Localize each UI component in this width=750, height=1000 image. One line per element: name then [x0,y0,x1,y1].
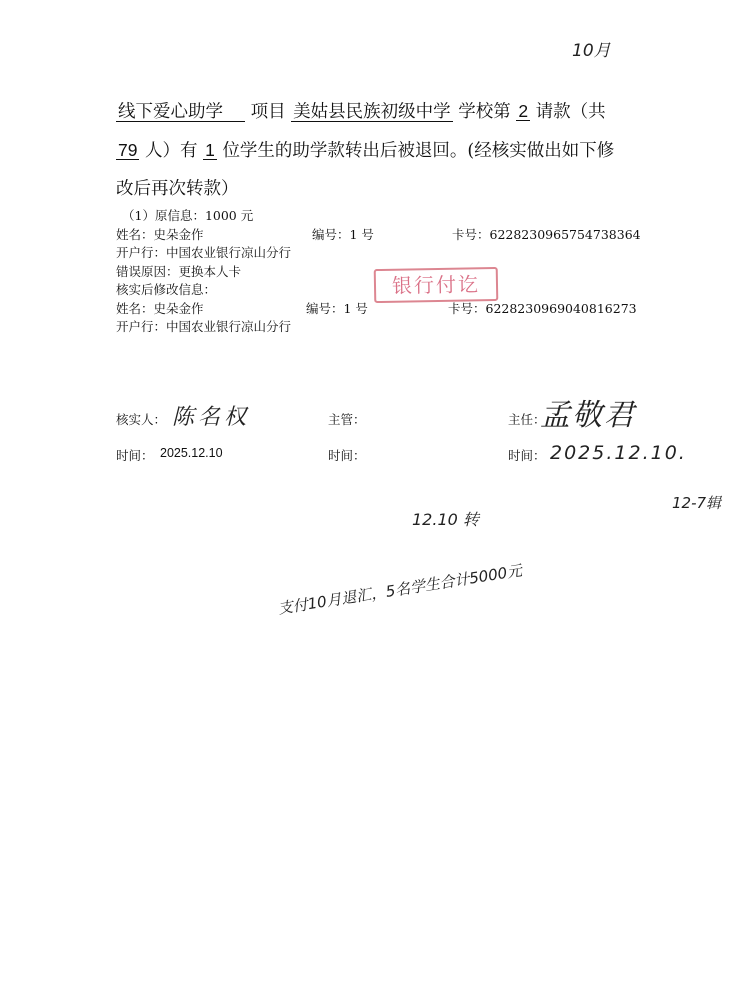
original-info-header: （1）原信息：1000 元 [122,208,254,223]
heading-line-1 [116,98,606,123]
original-bank: 开户行：中国农业银行凉山分行 [116,245,292,260]
original-card: 卡号：6228230965754738364 [452,227,641,242]
original-number: 编号：1 号 [312,227,374,242]
verifier-label: 核实人： [116,412,167,427]
project-name: 线下爱心助学 [116,103,245,122]
date-director: 2025.12.10. [550,442,687,464]
school-name: 美姑县民族初级中学 [293,102,451,122]
transfer-date-note: 12.10 转 [412,510,479,529]
student-total: 79 [118,140,138,160]
heading-line-3: 改后再次转款） [116,179,239,199]
school-label: 学校第 [458,102,511,122]
bottom-handwritten-note: 支付10月退汇，5名学生合计5000元 [276,561,524,618]
revised-card: 卡号：6228230969040816273 [448,301,637,316]
date-verifier: 2025.12.10 [160,446,223,460]
project-label: 项目 [250,102,286,122]
error-reason: 错误原因：更换本人卡 [116,264,242,279]
right-handwritten-note: 12-7辑 [672,494,722,512]
top-handwritten-note: 10月 [572,41,611,61]
time-label-verifier: 时间： [116,448,154,463]
verifier-signature: 陈名权 [172,405,251,430]
revised-bank: 开户行：中国农业银行凉山分行 [116,319,292,334]
time-label-director: 时间： [508,448,546,463]
supervisor-label: 主管： [328,412,366,427]
returned-count: 1 [205,140,215,160]
revised-number: 编号：1 号 [306,301,368,316]
heading-line-2 [116,137,614,162]
time-label-supervisor: 时间： [328,448,366,463]
revised-info-header: 核实后修改信息： [116,282,217,297]
request-number: 2 [518,101,529,121]
revised-name: 姓名：史朵金作 [116,301,204,316]
returned-text: 位学生的助学款转出后被退回。(经核实做出如下修 [222,141,615,161]
student-total-label: 人）有 [145,141,198,161]
director-label: 主任： [508,412,546,427]
original-name: 姓名：史朵金作 [116,227,204,242]
request-label: 请款（共 [535,102,606,122]
director-signature: 孟敬君 [540,398,636,433]
bank-paid-stamp: 银行付讫 [374,267,499,303]
